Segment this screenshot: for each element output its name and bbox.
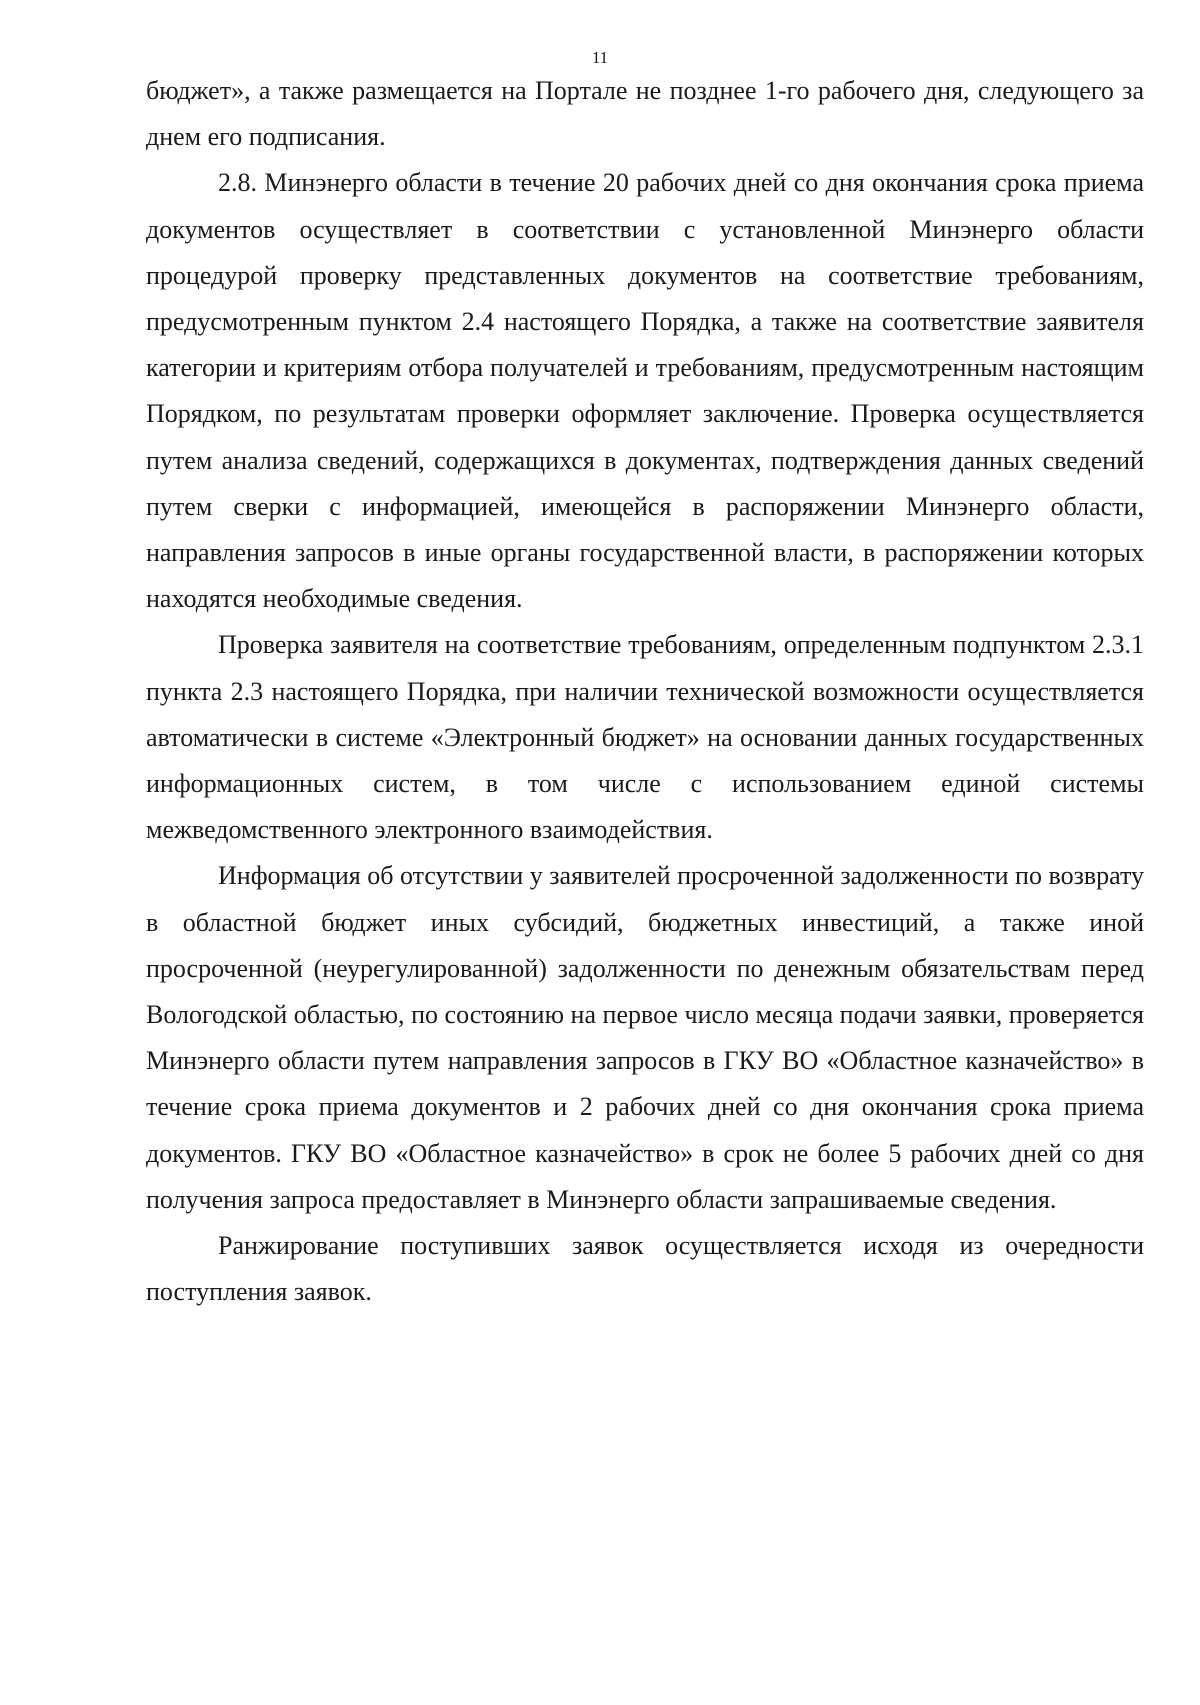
document-body bbox=[146, 68, 1144, 1315]
page-number: 11 bbox=[591, 48, 609, 67]
paragraph-debt-information: Информация об отсутствии у заявителей просроченной задолженности по возврату в областной бюджет иных субсидий, бюджетных инвестиций, а также иной просроченной (неурегулированной) задолженности по денежным обязательствам перед Вологодской областью, по состоянию на первое число месяца подачи заявки, проверяется Минэнерго области путем направления запросов в ГКУ ВО «Областное казначейство» в течение срока приема документов и 2 рабочих дней со дня окончания срока приема документов. ГКУ ВО «Областное казначейство» в срок не более 5 рабочих дней со дня получения запроса предоставляет в Минэнерго области запрашиваемые сведения. bbox=[146, 861, 1144, 1214]
paragraph-continued: бюджет», а также размещается на Портале не позднее 1-го рабочего дня, следующего за днем его подписания. bbox=[146, 76, 1144, 152]
paragraph-ranking: Ранжирование поступивших заявок осуществляется исходя из очередности поступления заявок. bbox=[146, 1231, 1144, 1307]
paragraph-clause-2-8: 2.8. Минэнерго области в течение 20 рабочих дней со дня окончания срока приема документов осуществляет в соответствии с установленной Минэнерго области процедурой проверку представленных документов на соответствие требованиям, предусмотренным пунктом 2.4 настоящего Порядка, а также на соответствие заявителя категории и критериям отбора получателей и требованиям, предусмотренным настоящим Порядком, по результатам проверки оформляет заключение. Проверка осуществляется путем анализа сведений, содержащихся в документах, подтверждения данных сведений путем сверки с информацией, имеющейся в распоряжении Минэнерго области, направления запросов в иные органы государственной власти, в распоряжении которых находятся необходимые сведения. bbox=[146, 168, 1144, 614]
paragraph-applicant-check: Проверка заявителя на соответствие требованиям, определенным подпунктом 2.3.1 пункта 2.3 настоящего Порядка, при наличии технической возможности осуществляется автоматически в системе «Электронный бюджет» на основании данных государственных информационных систем, в том числе с использованием единой системы межведомственного электронного взаимодействия. bbox=[146, 630, 1144, 845]
